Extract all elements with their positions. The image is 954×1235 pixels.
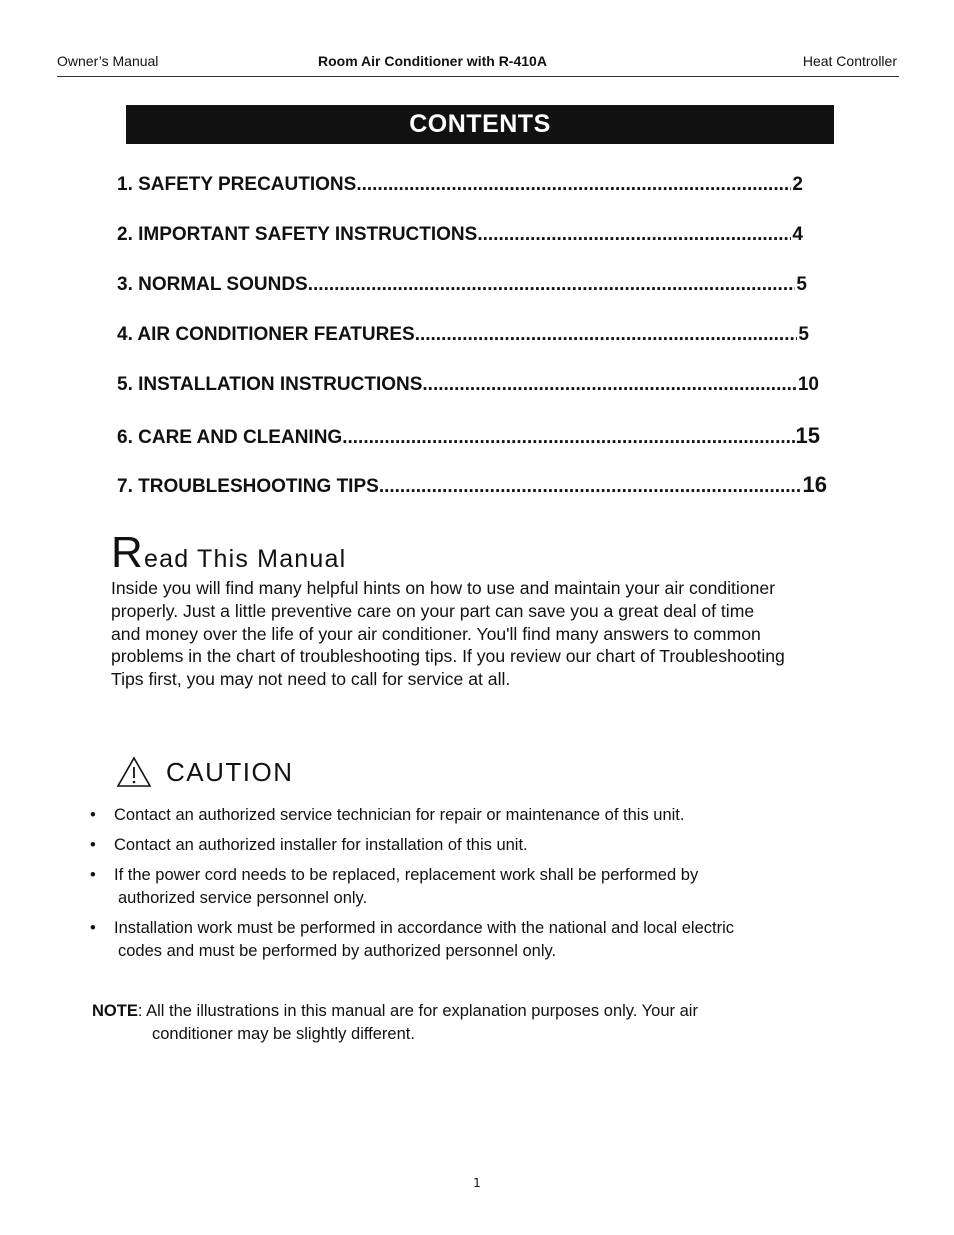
bullet-marker: •: [90, 866, 96, 884]
contents-title: CONTENTS: [409, 110, 551, 138]
read-manual-heading-rest: ead This Manual: [143, 545, 347, 573]
caution-heading: [116, 756, 294, 788]
bullet-marker: •: [90, 836, 96, 854]
toc-item-page: 5: [798, 324, 809, 345]
toc-item-page: 15: [795, 423, 820, 448]
toc-leader-dots: [422, 374, 796, 396]
header-product-title: Room Air Conditioner with R-410A: [318, 53, 547, 69]
header-brand: Heat Controller: [802, 53, 897, 69]
read-manual-heading: [111, 528, 347, 577]
toc-leader-dots: [379, 476, 802, 498]
paragraph-line: properly. Just a little preventive care on your part can save you a great deal of time: [111, 600, 755, 621]
toc-item-page: 16: [802, 472, 827, 497]
toc-leader-dots: [356, 174, 791, 196]
caution-title: CAUTION: [166, 756, 294, 787]
toc-item[interactable]: [117, 423, 820, 449]
contents-title-bar: [126, 105, 834, 144]
list-item-text: Contact an authorized service technician for repair or maintenance of this unit.: [114, 806, 685, 824]
header-manual-type: Owner’s Manual: [57, 53, 159, 69]
toc-item-label: 7. TROUBLESHOOTING TIPS: [117, 476, 379, 497]
list-item-text-continued: codes and must be performed by authorized personnel only.: [118, 941, 557, 960]
toc-leader-dots: [342, 427, 794, 449]
toc-item[interactable]: [117, 324, 809, 346]
bullet-marker: •: [90, 806, 96, 824]
note-label: NOTE: [92, 1002, 138, 1020]
note-block: [92, 1000, 698, 1045]
list-item-text: Installation work must be performed in accordance with the national and local electric: [114, 919, 734, 937]
toc-item-page: 10: [797, 374, 819, 395]
read-manual-paragraph: [111, 577, 881, 691]
toc-item-page: 5: [796, 274, 807, 295]
list-item-text: Contact an authorized installer for installation of this unit.: [114, 836, 528, 854]
toc-leader-dots: [308, 274, 796, 296]
note-text: : All the illustrations in this manual are for explanation purposes only. Your air: [137, 1002, 698, 1020]
header-divider: [57, 76, 899, 77]
bullet-marker: •: [90, 919, 96, 937]
read-manual-heading-initial: R: [111, 528, 144, 577]
toc-leader-dots: [415, 324, 798, 346]
toc-item-label: 6. CARE AND CLEANING: [117, 427, 343, 448]
toc-item-page: 2: [792, 174, 803, 195]
toc-item-label: 3. NORMAL SOUNDS: [117, 274, 308, 295]
paragraph-line: problems in the chart of troubleshooting tips. If you review our chart of Troubleshooting: [111, 646, 785, 667]
toc-item[interactable]: [117, 374, 819, 396]
paragraph-line: and money over the life of your air conditioner. You'll find many answers to common: [111, 623, 761, 644]
page-header: [57, 53, 897, 73]
note-text-continued: conditioner may be slightly different.: [152, 1024, 415, 1043]
toc-item[interactable]: [117, 224, 803, 246]
list-item-text: If the power cord needs to be replaced, replacement work shall be performed by: [114, 866, 699, 884]
page-number: 1: [473, 1176, 481, 1190]
toc-leader-dots: [477, 224, 791, 246]
list-item-text-continued: authorized service personnel only.: [118, 888, 368, 907]
paragraph-line: Inside you will find many helpful hints on how to use and maintain your air conditioner: [111, 578, 776, 598]
toc-item-label: 2. IMPORTANT SAFETY INSTRUCTIONS: [117, 224, 478, 245]
toc-item[interactable]: [117, 472, 827, 498]
toc-item-label: 1. SAFETY PRECAUTIONS: [117, 174, 357, 195]
toc-item-page: 4: [792, 224, 803, 245]
toc-item[interactable]: [117, 274, 807, 296]
toc-item[interactable]: [117, 174, 803, 196]
toc-item-label: 5. INSTALLATION INSTRUCTIONS: [117, 374, 423, 395]
toc-item-label: 4. AIR CONDITIONER FEATURES: [117, 324, 415, 345]
paragraph-line: Tips first, you may not need to call for service at all.: [111, 669, 511, 690]
warning-triangle-icon: [116, 756, 152, 788]
